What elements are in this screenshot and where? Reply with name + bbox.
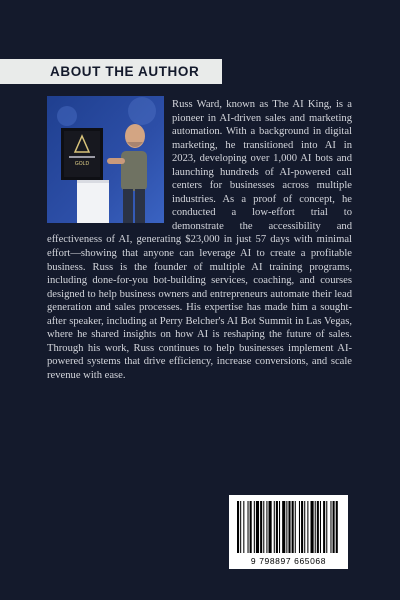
award-label: GOLD xyxy=(74,161,90,167)
section-title: ABOUT THE AUTHOR xyxy=(50,64,200,79)
barcode-bar xyxy=(288,501,290,553)
barcode-bar xyxy=(299,501,300,553)
barcode-bar xyxy=(263,501,264,553)
barcode-bar xyxy=(315,501,316,553)
barcode-bar xyxy=(295,501,296,553)
barcode-bar xyxy=(237,501,239,553)
barcode-bar xyxy=(254,501,255,553)
barcode-bar xyxy=(301,501,303,553)
barcode-bar xyxy=(333,501,335,553)
barcode-bar xyxy=(279,501,280,553)
barcode-bar xyxy=(292,501,294,553)
barcode-bar xyxy=(266,501,267,553)
barcode-bar xyxy=(269,501,272,553)
barcode-bar xyxy=(330,501,331,553)
barcode-bar xyxy=(311,501,314,553)
barcode-bar xyxy=(243,501,244,553)
barcode-bar xyxy=(282,501,285,553)
barcode-bar xyxy=(276,501,278,553)
barcode-bar xyxy=(248,501,249,553)
author-bio xyxy=(47,98,352,382)
isbn-barcode xyxy=(229,495,348,569)
barcode-bar xyxy=(274,501,275,553)
barcode-bar xyxy=(240,501,241,553)
barcode-bar xyxy=(317,501,319,553)
barcode-number: 9 798897 665068 xyxy=(250,556,327,566)
barcode-bar xyxy=(286,501,287,553)
photo-wrap-space xyxy=(47,98,172,231)
author-bio-text: Russ Ward, known as The AI King, is a pioneer in AI-driven sales and marketing automation. With a background in digital marketing, he transitioned into AI in 2023, developing over 1,000 AI bots and launching hundreds of AI-powered call centers for businesses across multiple industries. As a proof of concept, he conducted a low-effort trial to demonstrate the accessibility and effectiveness of AI, generating $23,000 in just 57 days with minimal effort—showing that anyone can leverage AI to create a profitable business. Russ is the founder of multiple AI training programs, including done-for-you bot-building services, coaching, and courses designed to help business owners and entrepreneurs automate their lead generation and sales processes. His expertise has made him a sought-after speaker, including at Perry Belcher's AI Bot Summit in Las Vegas, where he shared insights on how AI is reshaping the future of sales. Through his work, Russ continues to help businesses implement AI-powered systems that drive efficiency, increase conversions, and scale revenue with ease. xyxy=(47,99,352,381)
barcode-bar xyxy=(320,501,321,553)
barcode-bar xyxy=(250,501,252,553)
barcode-bar xyxy=(336,501,338,553)
barcode-bar xyxy=(260,501,262,553)
barcode-bar xyxy=(304,501,305,553)
barcode-bar xyxy=(307,501,308,553)
barcode-bar xyxy=(256,501,259,553)
about-author-banner xyxy=(0,59,222,84)
barcode-bar xyxy=(323,501,325,553)
barcode-bar xyxy=(326,501,327,553)
